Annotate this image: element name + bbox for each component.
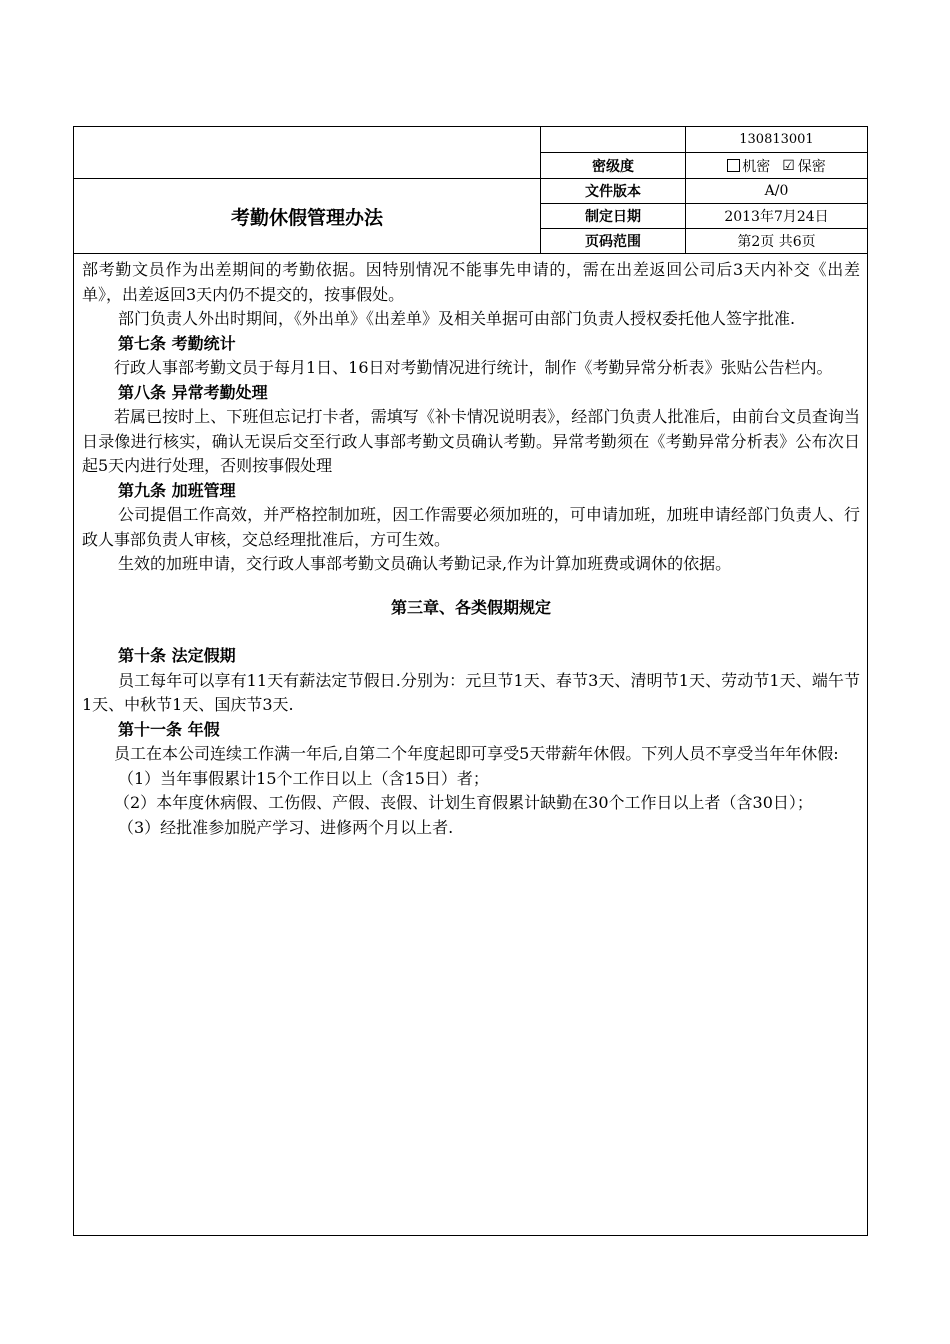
- paragraph: 生效的加班申请，交行政人事部考勤文员确认考勤记录,作为计算加班费或调休的依据。: [118, 554, 732, 573]
- article-heading: 第十条 法定假期: [118, 646, 236, 665]
- article-heading: 第九条 加班管理: [118, 480, 236, 500]
- list-item: （3）经批准参加脱产学习、进修两个月以上者.: [118, 817, 454, 837]
- article-heading: 第十一条 年假: [118, 719, 220, 739]
- page-range-value: 第2页 共6页: [737, 234, 816, 250]
- secret-checkbox-checked-icon: ☑: [782, 157, 795, 174]
- version-label: 文件版本: [585, 184, 641, 200]
- document-frame: [73, 126, 868, 1236]
- list-item: （2）本年度休病假、工伤假、产假、丧假、计划生育假累计缺勤在30个工作日以上者（含30日）；: [114, 793, 813, 812]
- date-label: 制定日期: [585, 209, 641, 225]
- secrecy-label: 密级度: [592, 158, 634, 175]
- date-value: 2013年7月24日: [724, 209, 829, 225]
- document-number: 130813001: [739, 132, 814, 147]
- document-header-table: [74, 127, 867, 254]
- paragraph: 员工每年可以享有11天有薪法定节假日.分别为：元旦节1天、春节3天、清明节1天、劳动节1天、端午节1天、中秋节1天、国庆节3天.: [82, 670, 860, 714]
- article-heading: 第七条 考勤统计: [118, 333, 236, 353]
- secrecy-options: [686, 153, 867, 178]
- confidential-checkbox: [727, 159, 740, 172]
- confidential-label: 机密: [742, 158, 771, 175]
- chapter-heading: 第三章、各类假期规定: [390, 597, 551, 617]
- paragraph: 部门负责人外出时期间，《外出单》《出差单》及相关单据可由部门负责人授权委托他人签字批准.: [118, 309, 796, 328]
- paragraph: 行政人事部考勤文员于每月1日、16日对考勤情况进行统计，制作《考勤异常分析表》张贴公告栏内。: [114, 358, 833, 377]
- article-heading: 第八条 异常考勤处理: [118, 382, 268, 402]
- secret-label: 保密: [797, 158, 826, 175]
- paragraph: 部考勤文员作为出差期间的考勤依据。因特别情况不能事先申请的，需在出差返回公司后3天内补交《出差单》，出差返回3天内仍不提交的，按事假处。: [82, 260, 860, 304]
- paragraph: 若属已按时上、下班但忘记打卡者，需填写《补卡情况说明表》，经部门负责人批准后，由前台文员查询当日录像进行核实，确认无误后交至行政人事部考勤文员确认考勤。异常考勤须在《考勤异常分析表》公布次日起5天内进行处理，否则按事假处理: [82, 407, 860, 475]
- page-range-label: 页码范围: [585, 234, 641, 250]
- paragraph: 公司提倡工作高效，并严格控制加班，因工作需要必须加班的，可申请加班，加班申请经部门负责人、行政人事部负责人审核，交总经理批准后，方可生效。: [82, 505, 860, 549]
- version-value: A/0: [764, 183, 789, 199]
- paragraph: 员工在本公司连续工作满一年后,自第二个年度起即可享受5天带薪年休假。下列人员不享受当年年休假:: [114, 744, 839, 763]
- document-body: [82, 258, 860, 840]
- document-title: 考勤休假管理办法: [230, 206, 383, 229]
- list-item: （1）当年事假累计15个工作日以上（含15日）者；: [118, 768, 489, 788]
